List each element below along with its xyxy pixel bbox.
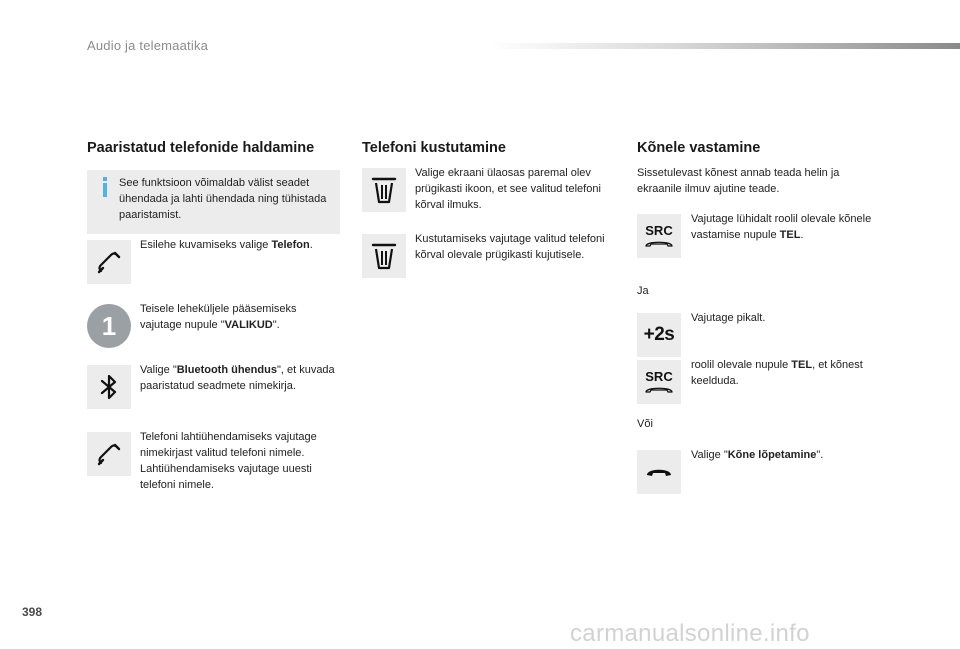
header-rule <box>490 43 960 49</box>
info-text: See funktsioon võimaldab välist seadet ühendada ja lahti ühendada ning tühistada paaristamist. <box>119 177 327 221</box>
page-number: 398 <box>22 605 43 619</box>
bluetooth-icon <box>96 372 122 402</box>
pairing-step-disconnect: Telefoni lahtiühendamiseks vajutage nimekirjast valitud telefoni nimele. Lahtiühendamiseks vajutage uuesti telefoni nimele. <box>140 431 317 491</box>
phone-handset-icon <box>94 439 124 469</box>
answer-or: Või <box>637 418 653 430</box>
delete-step-select: Valige ekraani ülaosas paremal olev prügikasti ikoon, et see valitud telefoni kõrval ilmuks. <box>415 167 601 211</box>
pairing-step-bluetooth: Valige "Bluetooth ühendus", et kuvada paaristatud seadmete nimekirja. <box>140 364 335 392</box>
long-press-icon: +2s <box>643 324 675 345</box>
answer-step-end-call: Valige "Kõne lõpetamine". <box>691 449 824 461</box>
pairing-step-phone: Esilehe kuvamiseks valige Telefon. <box>140 239 313 251</box>
phone-handset-icon <box>644 384 674 394</box>
src-button-tile <box>637 214 681 258</box>
running-header: Audio ja telemaatika <box>87 38 209 53</box>
watermark: carmanualsonline.info <box>570 620 810 647</box>
answer-step-long-press: Vajutage pikalt. <box>691 312 766 324</box>
hangup-tile <box>637 450 681 494</box>
phone-handset-icon <box>644 238 674 248</box>
phone-tile-disconnect <box>87 432 131 476</box>
step-number-badge: 1 <box>87 304 131 348</box>
src-button-tile <box>637 360 681 404</box>
info-box <box>87 170 340 234</box>
pairing-step-options: Teisele leheküljele pääsemiseks vajutage nupule "VALIKUD". <box>140 303 297 331</box>
section-title-pairing: Paaristatud telefonide haldamine <box>87 140 315 156</box>
answer-and: Ja <box>637 285 649 297</box>
phone-handset-icon <box>94 247 124 277</box>
answer-intro: Sissetulevast kõnest annab teada helin ja ekraanile ilmuv ajutine teade. <box>637 167 840 195</box>
src-label: SRC <box>645 223 673 238</box>
trash-tile <box>362 234 406 278</box>
phone-tile <box>87 240 131 284</box>
bluetooth-tile <box>87 365 131 409</box>
answer-step-reject: roolil olevale nupule TEL, et kõnest keelduda. <box>691 359 863 387</box>
long-press-tile <box>637 313 681 357</box>
trash-tile <box>362 168 406 212</box>
info-icon <box>100 177 110 197</box>
delete-step-confirm: Kustutamiseks vajutage valitud telefoni kõrval olevale prügikasti kujutisele. <box>415 233 605 261</box>
trash-icon <box>370 175 398 205</box>
answer-step-short-press: Vajutage lühidalt roolil olevale kõnele vastamise nupule TEL. <box>691 213 872 241</box>
hang-up-icon <box>644 464 674 480</box>
section-title-answer: Kõnele vastamine <box>637 140 761 156</box>
src-label: SRC <box>645 369 673 384</box>
section-title-delete: Telefoni kustutamine <box>362 140 506 156</box>
trash-icon <box>370 241 398 271</box>
